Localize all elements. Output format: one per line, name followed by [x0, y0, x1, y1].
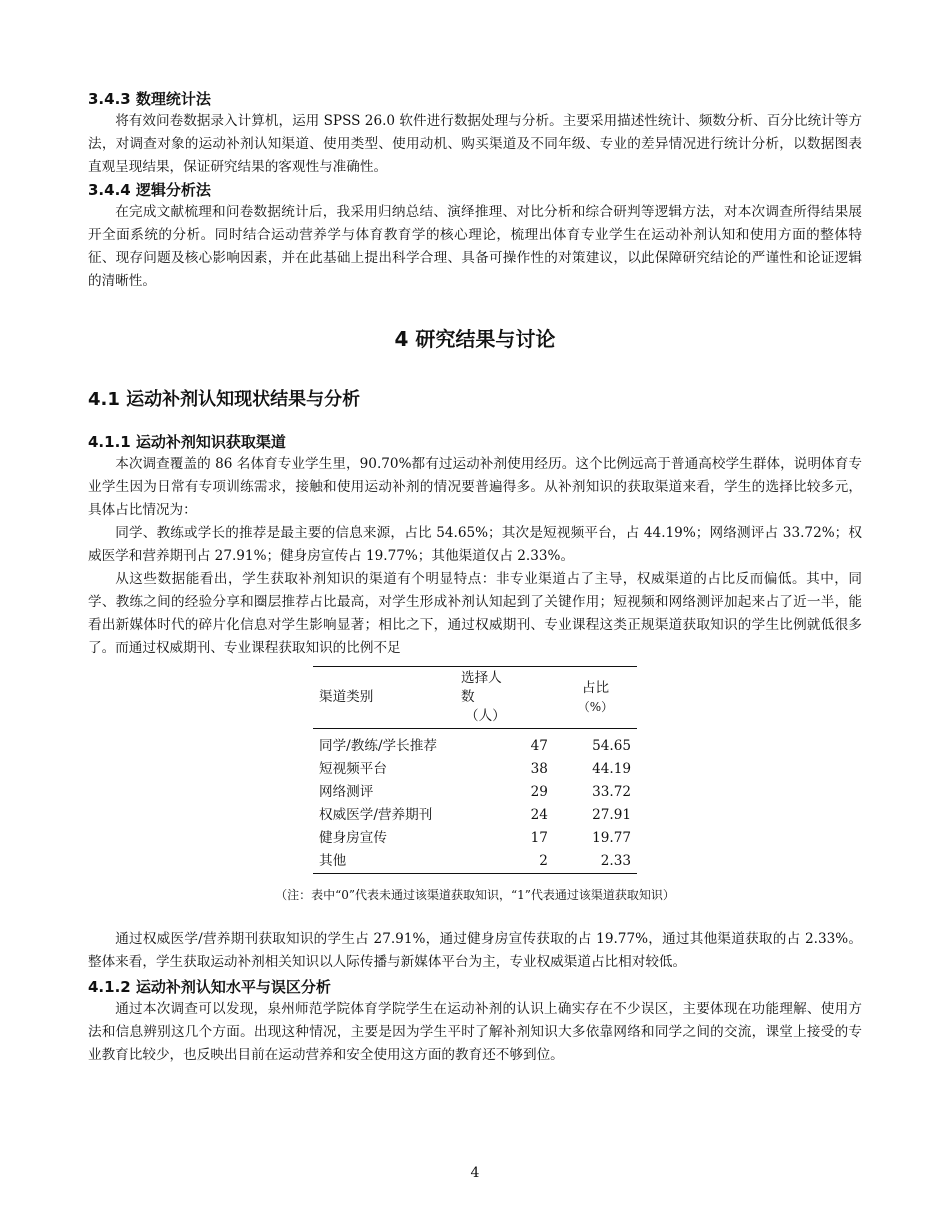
table-cell-channel: 权威医学/营养期刊: [319, 807, 433, 823]
channel-table: [313, 666, 637, 874]
table-cell-percent: 44.19: [592, 761, 631, 777]
section-heading-4-1-1: 4.1.1 运动补剂知识获取渠道: [88, 433, 286, 451]
table-cell-count: 17: [530, 830, 548, 846]
table-cell-count: 24: [530, 807, 548, 823]
table-cell-channel: 健身房宣传: [319, 830, 387, 846]
table-row: [313, 827, 637, 850]
table-cell-channel: 其他: [313, 850, 445, 874]
page-number: 4: [470, 1165, 480, 1181]
section-heading-4-1-2: 4.1.2 运动补剂认知水平与误区分析: [88, 978, 331, 996]
table-cell-channel: 网络测评: [319, 784, 374, 800]
table-cell-percent: 2.33: [554, 850, 637, 874]
paragraph-channel-analysis: 从这些数据能看出，学生获取补剂知识的渠道有个明显特点：非专业渠道占了主导，权威渠道的占比反而偏低。其中，同学、教练之间的经验分享和圈层推荐占比最高，对学生形成补剂认知起到了关键作用；短视频和网络测评加起来占了近一半，能看出新媒体时代的碎片化信息对学生影响显著；相比之下，通过权威期刊、专业课程这类正规渠道获取知识的学生比例就低很多了。而通过权威期刊、专业课程获取知识的比例不足: [88, 571, 862, 656]
table-cell-percent: 19.77: [592, 830, 631, 846]
table-header-percent: 占比 （%）: [554, 667, 637, 729]
table-row: [313, 781, 637, 804]
table-header-channel: 渠道类别: [313, 667, 445, 729]
table-cell-channel: 同学/教练/学长推荐: [319, 738, 437, 754]
table-row: [313, 758, 637, 781]
paragraph-logic-method: 在完成文献梳理和问卷数据统计后，我采用归纳总结、演绎推理、对比分析和综合研判等逻辑方法，对本次调查所得结果展开全面系统的分析。同时结合运动营养学与体育教育学的核心理论，梳理出体育专业学生在运动补剂认知和使用方面的整体特征、现存问题及核心影响因素，并在此基础上提出科学合理、具备可操作性的对策建议，以此保障研究结论的严谨性和论证逻辑的清晰性。: [88, 204, 862, 289]
chapter-heading-4: 4 研究结果与讨论: [394, 327, 556, 351]
table-cell-count: 47: [530, 738, 548, 754]
table-cell-count: 2: [445, 850, 554, 874]
table-cell-percent: 33.72: [592, 784, 631, 800]
table-note: （注：表中“0”代表未通过该渠道获取知识，“1”代表通过该渠道获取知识）: [275, 888, 675, 902]
paragraph-misconceptions: 通过本次调查可以发现，泉州师范学院体育学院学生在运动补剂的认识上确实存在不少误区，主要体现在功能理解、使用方法和信息辨别这几个方面。出现这种情况，主要是因为学生平时了解补剂知识大多依靠网络和同学之间的交流，课堂上接受的专业教育比较少，也反映出目前在运动营养和安全使用这方面的教育还不够到位。: [88, 1001, 862, 1063]
paragraph-statistics-method: 将有效问卷数据录入计算机，运用 SPSS 26.0 软件进行数据处理与分析。主要采用描述性统计、频数分析、百分比统计等方法，对调查对象的运动补剂认知渠道、使用类型、使用动机、购买渠道及不同年级、专业的差异情况进行统计分析，以数据图表直观呈现结果，保证研究结果的客观性与准确性。: [88, 113, 862, 175]
section-heading-4-1: 4.1 运动补剂认知现状结果与分析: [88, 389, 361, 410]
table-cell-percent: 27.91: [592, 807, 631, 823]
paragraph-after-table: 通过权威医学/营养期刊获取知识的学生占 27.91%，通过健身房宣传获取的占 19.77%，通过其他渠道获取的占 2.33%。整体来看，学生获取运动补剂相关知识以人际传播与新媒体平台为主，专业权威渠道占比相对较低。: [88, 931, 862, 970]
section-heading-3-4-3: 3.4.3 数理统计法: [88, 90, 211, 108]
section-heading-3-4-4: 3.4.4 逻辑分析法: [88, 181, 211, 199]
table-header-count: 选择人 数 （人）: [445, 667, 554, 729]
table-cell-percent: 54.65: [592, 738, 631, 754]
table-row: [313, 850, 637, 874]
table-cell-count: 29: [530, 784, 548, 800]
table-row: [313, 729, 637, 759]
paragraph-channel-percentages: 同学、教练或学长的推荐是最主要的信息来源，占比 54.65%；其次是短视频平台，占 44.19%；网络测评占 33.72%；权威医学和营养期刊占 27.91%；健身房宣传占 19.77%；其他渠道仅占 2.33%。: [88, 525, 862, 564]
page-content: [88, 88, 862, 1067]
table-cell-count: 38: [530, 761, 548, 777]
table-cell-channel: 短视频平台: [319, 761, 387, 777]
table-row: [313, 804, 637, 827]
paragraph-survey-overview: 本次调查覆盖的 86 名体育专业学生里，90.70%都有过运动补剂使用经历。这个比例远高于普通高校学生群体，说明体育专业学生因为日常有专项训练需求，接触和使用运动补剂的情况要普遍得多。从补剂知识的获取渠道来看，学生的选择比较多元，具体占比情况为：: [88, 456, 862, 518]
